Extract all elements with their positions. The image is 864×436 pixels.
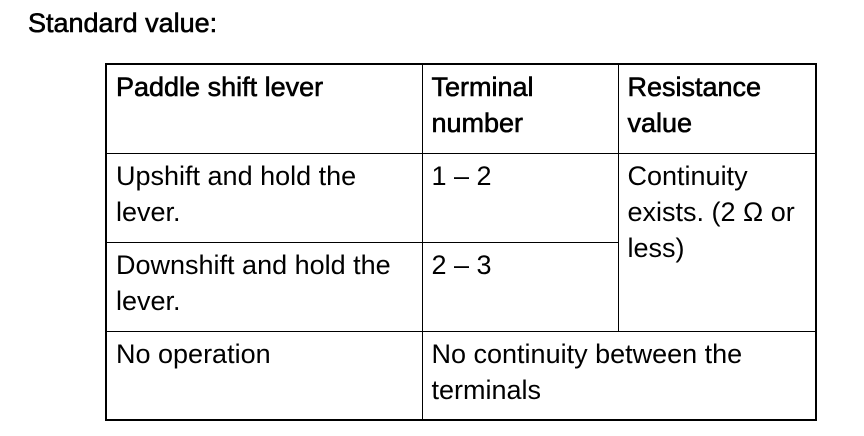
standard-value-heading: Standard value: xyxy=(28,8,218,38)
cell-terminal-1-2: 1 – 2 xyxy=(422,153,618,242)
cell-lever-downshift: Downshift and hold the lever. xyxy=(106,242,422,331)
table-row xyxy=(106,331,816,420)
table-header-row xyxy=(106,64,816,153)
header-resistance-value: Resistance value xyxy=(618,64,816,153)
header-paddle-shift-lever: Paddle shift lever xyxy=(106,64,422,153)
cell-lever-no-operation: No operation xyxy=(106,331,422,420)
header-terminal-number: Terminal number xyxy=(422,64,618,153)
standard-value-table xyxy=(105,63,817,421)
cell-terminal-2-3: 2 – 3 xyxy=(422,242,618,331)
cell-resistance-continuity: Continuity exists. (2 Ω or less) xyxy=(618,153,816,331)
table-row xyxy=(106,153,816,242)
cell-lever-upshift: Upshift and hold the lever. xyxy=(106,153,422,242)
cell-no-continuity: No continuity between the terminals xyxy=(422,331,816,420)
